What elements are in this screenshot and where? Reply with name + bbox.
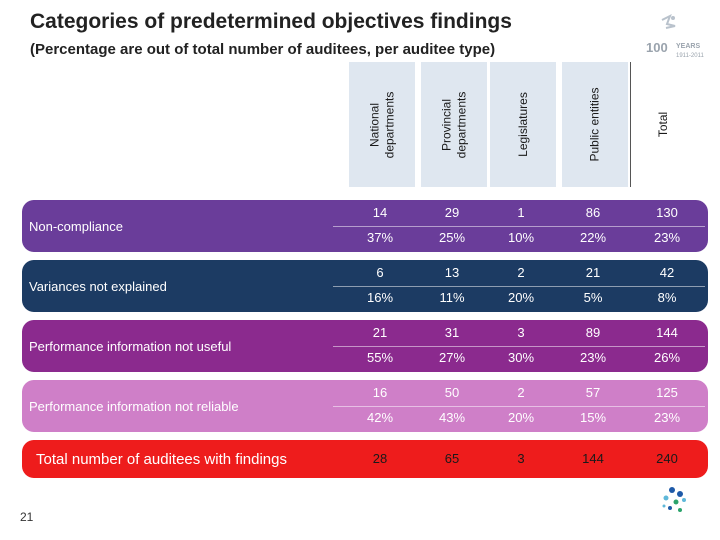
column-header-public-entities xyxy=(562,62,628,187)
row-divider xyxy=(333,406,705,407)
percent-cell: 8% xyxy=(657,290,677,305)
column-header-total xyxy=(630,62,697,187)
total-cell: 3 xyxy=(517,451,525,466)
percent-cell: 16% xyxy=(366,290,394,305)
row-divider xyxy=(333,286,705,287)
logo-range: 1911-2011 xyxy=(676,53,704,59)
count-cell: 50 xyxy=(444,385,460,400)
percent-cell: 20% xyxy=(507,290,535,305)
column-header-line: departments xyxy=(454,91,469,158)
count-cell: 89 xyxy=(585,325,601,340)
percent-cell: 26% xyxy=(653,350,681,365)
count-cell: 6 xyxy=(376,265,384,280)
count-cell: 21 xyxy=(585,265,601,280)
percent-cell: 55% xyxy=(366,350,394,365)
percent-cell: 27% xyxy=(438,350,466,365)
percent-cell: 42% xyxy=(366,410,394,425)
count-cell: 1 xyxy=(517,205,525,220)
percent-cell: 23% xyxy=(579,350,607,365)
row-label: Performance information not reliable xyxy=(22,380,327,432)
count-cell: 14 xyxy=(372,205,388,220)
count-cell: 57 xyxy=(585,385,601,400)
column-header-provincial xyxy=(421,62,487,187)
percent-cell: 10% xyxy=(507,230,535,245)
count-cell: 3 xyxy=(517,325,525,340)
count-cell: 144 xyxy=(656,325,678,340)
percent-cell: 20% xyxy=(507,410,535,425)
row-divider xyxy=(333,226,705,227)
percent-cell: 37% xyxy=(366,230,394,245)
logo-years: YEARS xyxy=(676,43,701,50)
percent-cell: 15% xyxy=(579,410,607,425)
count-cell: 13 xyxy=(444,265,460,280)
count-cell: 130 xyxy=(656,205,678,220)
logo-100: 100 xyxy=(646,40,668,55)
percent-cell: 5% xyxy=(583,290,603,305)
percent-cell: 23% xyxy=(653,410,681,425)
column-header-line: Public entities xyxy=(587,87,602,162)
total-cell: 28 xyxy=(372,451,388,466)
page-number: 21 xyxy=(20,510,34,524)
row-divider xyxy=(333,346,705,347)
agsa-swirl-logo-icon xyxy=(650,470,700,530)
count-cell: 21 xyxy=(372,325,388,340)
percent-cell: 30% xyxy=(507,350,535,365)
page-subtitle: (Percentage are out of total number of auditees, per auditee type) xyxy=(30,41,496,58)
count-cell: 86 xyxy=(585,205,601,220)
total-cell: 144 xyxy=(582,451,604,466)
percent-cell: 43% xyxy=(438,410,466,425)
count-cell: 31 xyxy=(444,325,460,340)
row-label: Performance information not useful xyxy=(22,320,327,372)
count-cell: 16 xyxy=(372,385,388,400)
column-header-legislatures xyxy=(490,62,556,187)
row-label: Variances not explained xyxy=(22,260,327,312)
total-row-label: Total number of auditees with findings xyxy=(22,440,327,478)
total-cell: 240 xyxy=(656,451,678,466)
page-title: Categories of predetermined objectives findings xyxy=(30,10,512,33)
percent-cell: 11% xyxy=(439,290,465,305)
percent-cell: 22% xyxy=(579,230,607,245)
total-cell: 65 xyxy=(444,451,460,466)
column-header-line: National xyxy=(367,102,382,147)
percent-cell: 23% xyxy=(653,230,681,245)
count-cell: 2 xyxy=(517,385,525,400)
percent-cell: 25% xyxy=(438,230,466,245)
count-cell: 42 xyxy=(659,265,675,280)
count-cell: 29 xyxy=(444,205,460,220)
column-header-national xyxy=(349,62,415,187)
column-header-line: Total xyxy=(656,111,671,138)
row-label: Non-compliance xyxy=(22,200,327,252)
column-header-line: departments xyxy=(382,91,397,158)
column-header-line: Provincial xyxy=(439,98,454,151)
count-cell: 125 xyxy=(656,385,678,400)
count-cell: 2 xyxy=(517,265,525,280)
column-header-line: Legislatures xyxy=(515,92,530,157)
